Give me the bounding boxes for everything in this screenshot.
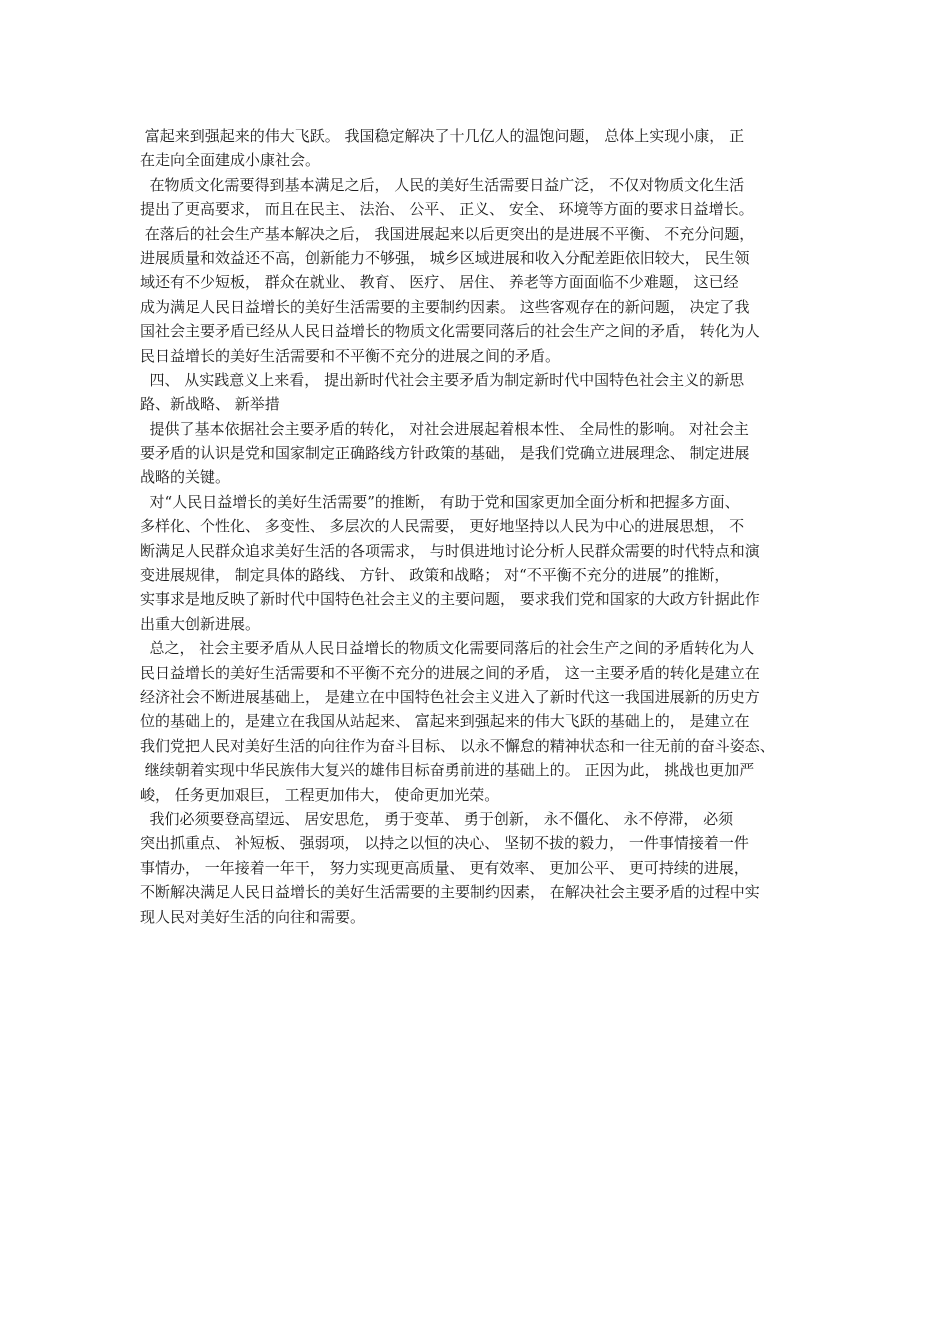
text-line: 我们必须要登高望远、 居安思危， 勇于变革、 勇于创新， 永不僵化、 永不停滞， 必须: [140, 809, 734, 828]
text-line: 提供了基本依据社会主要矛盾的转化， 对社会进展起着根本性、 全局性的影响。 对社会主: [140, 419, 749, 438]
text-line: 成为满足人民日益增长的美好生活需要的主要制约因素。 这些客观存在的新问题， 决定了我: [140, 297, 750, 316]
text-line: 峻， 任务更加艰巨， 工程更加伟大， 使命更加光荣。: [140, 785, 500, 804]
text-line: 提出了更高要求， 而且在民主、 法治、 公平、 正义、 安全、 环境等方面的要求日益增长。: [140, 200, 754, 219]
text-line: 出重大创新进展。: [140, 614, 261, 633]
text-line: 事情办， 一年接着一年干， 努力实现更高质量、 更有效率、 更加公平、 更可持续的进展，: [140, 858, 749, 877]
text-line: 经济社会不断进展基础上， 是建立在中国特色社会主义进入了新时代这一我国进展新的历史方: [140, 687, 760, 706]
text-line: 突出抓重点、 补短板、 强弱项， 以持之以恒的决心、 坚韧不拔的毅力， 一件事情接着一件: [140, 834, 749, 853]
text-line: 富起来到强起来的伟大飞跃。 我国稳定解决了十几亿人的温饱问题， 总体上实现小康， 正: [140, 127, 745, 145]
text-line: 要矛盾的认识是党和国家制定正确路线方针政策的基础， 是我们党确立进展理念、 制定进展: [140, 444, 750, 463]
text-line: 战略的关键。: [140, 468, 231, 487]
text-line: 实事求是地反映了新时代中国特色社会主义的主要问题， 要求我们党和国家的大政方针据此作: [140, 590, 760, 609]
text-line: 在落后的社会生产基本解决之后， 我国进展起来以后更突出的是进展不平衡、 不充分问题，: [140, 224, 755, 243]
text-line: 国社会主要矛盾已经从人民日益增长的物质文化需要同落后的社会生产之间的矛盾， 转化为人: [140, 322, 760, 341]
document-body: [140, 124, 812, 929]
text-line: 我们党把人民对美好生活的向往作为奋斗目标、 以永不懈怠的精神状态和一往无前的奋斗姿态、: [140, 736, 775, 755]
text-line: 多样化、个性化、 多变性、 多层次的人民需要， 更好地坚持以人民为中心的进展思想， 不: [140, 517, 745, 536]
text-line: 民日益增长的美好生活需要和不平衡不充分的进展之间的矛盾， 这一主要矛盾的转化是建立在: [140, 663, 760, 682]
text-line: 进展质量和效益还不高，创新能力不够强， 城乡区域进展和收入分配差距依旧较大， 民生领: [140, 248, 750, 267]
text-line: 现人民对美好生活的向往和需要。: [140, 907, 366, 926]
text-line: 对“人民日益增长的美好生活需要”的推断， 有助于党和国家更加全面分析和把握多方面、: [140, 492, 740, 511]
text-line: 在走向全面建成小康社会。: [140, 151, 321, 170]
section-heading-line: 四、 从实践意义上来看， 提出新时代社会主要矛盾为制定新时代中国特色社会主义的新思: [140, 370, 745, 389]
text-line: 在物质文化需要得到基本满足之后， 人民的美好生活需要日益广泛， 不仅对物质文化生活: [140, 175, 745, 194]
text-line: 断满足人民群众追求美好生活的各项需求， 与时俱进地讨论分析人民群众需要的时代特点和演: [140, 541, 760, 560]
text-line: 域还有不少短板， 群众在就业、 教育、 医疗、 居住、 养老等方面面临不少难题， 这已经: [140, 273, 739, 292]
text-line: 不断解决满足人民日益增长的美好生活需要的主要制约因素， 在解决社会主要矛盾的过程中实: [140, 883, 760, 902]
text-line: 变进展规律， 制定具体的路线、 方针、 政策和战略； 对“不平衡不充分的进展”的推断，: [140, 566, 730, 585]
section-heading-line: 路、新战略、 新举措: [140, 395, 280, 414]
text-line: 继续朝着实现中华民族伟大复兴的雄伟目标奋勇前进的基础上的。 正因为此， 挑战也更加严: [140, 761, 755, 780]
text-line: 民日益增长的美好生活需要和不平衡不充分的进展之间的矛盾。: [140, 346, 561, 365]
text-line: 总之， 社会主要矛盾从人民日益增长的物质文化需要同落后的社会生产之间的矛盾转化为人: [140, 639, 755, 658]
text-line: 位的基础上的，是建立在我国从站起来、 富起来到强起来的伟大飞跃的基础上的， 是建立在: [140, 712, 750, 731]
